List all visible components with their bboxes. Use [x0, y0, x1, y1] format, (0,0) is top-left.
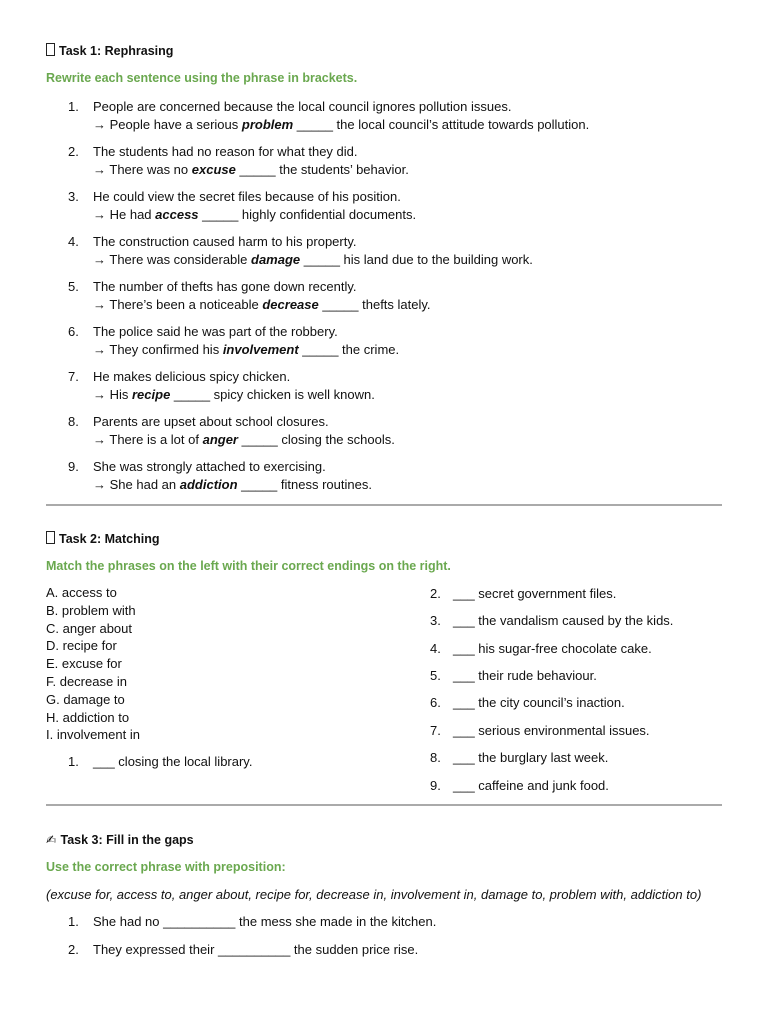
- rephrase-suffix: _____ spicy chicken is well known.: [170, 386, 375, 402]
- item-text: [93, 278, 431, 313]
- keyword: problem: [241, 116, 294, 132]
- ending-text: ___ their rude behaviour.: [453, 668, 597, 683]
- rephrase-suffix: _____ fitness routines.: [237, 476, 372, 492]
- task1-heading: Task 1: Rephrasing: [46, 43, 173, 58]
- section-divider: [46, 504, 722, 506]
- matching-phrase: E. excuse for: [46, 656, 122, 672]
- matching-phrase: B. problem with: [46, 602, 136, 618]
- matching-phrase: H. addiction to: [46, 709, 130, 725]
- item-text: [93, 323, 399, 358]
- task2-instruction: Match the phrases on the left with their correct endings on the right.: [46, 559, 451, 573]
- ending-text: ___ the city council’s inaction.: [453, 695, 625, 710]
- item-text: [93, 368, 375, 403]
- item-number: 9.: [430, 778, 441, 793]
- section-divider: [46, 804, 722, 806]
- task1-instruction: Rewrite each sentence using the phrase in brackets.: [46, 71, 358, 85]
- ending-text: ___ caffeine and junk food.: [453, 778, 609, 793]
- item-number: 7.: [430, 723, 441, 738]
- matching-phrase: C. anger about: [46, 620, 133, 636]
- item-text: [93, 233, 533, 268]
- matching-phrase: D. recipe for: [46, 638, 117, 654]
- item-number: 2.: [430, 586, 441, 601]
- item-number: 4.: [430, 641, 441, 656]
- rephrase-prefix: → He had: [93, 206, 156, 222]
- rephrase-suffix: _____ his land due to the building work.: [300, 251, 533, 267]
- rephrase-prefix: → His: [93, 386, 132, 402]
- keyword: excuse: [191, 161, 236, 177]
- item-text: [93, 188, 416, 223]
- keyword: addiction: [179, 476, 238, 492]
- keyword: access: [155, 206, 199, 222]
- rephrase-suffix: _____ the local council’s attitude towards pollution.: [293, 116, 590, 132]
- keyword: decrease: [262, 296, 319, 312]
- original-sentence: People are concerned because the local council ignores pollution issues.: [93, 99, 512, 114]
- rephrase-prefix: → There was no: [93, 161, 192, 177]
- ending-text: ___ his sugar-free chocolate cake.: [453, 641, 652, 656]
- rephrase-suffix: _____ the crime.: [298, 341, 400, 357]
- rephrase-suffix: _____ the students’ behavior.: [235, 161, 409, 177]
- keyword: involvement: [222, 341, 299, 357]
- original-sentence: The students had no reason for what they did.: [93, 144, 358, 159]
- item-text: [93, 98, 589, 133]
- original-sentence: He makes delicious spicy chicken.: [93, 369, 291, 384]
- keyword: recipe: [132, 386, 171, 402]
- rephrase-prefix: → They confirmed his: [93, 341, 223, 357]
- matching-left-column: [46, 584, 140, 744]
- ending-text: ___ secret government files.: [453, 586, 617, 601]
- keyword: anger: [202, 431, 238, 447]
- item-number: 7.: [68, 369, 79, 384]
- rephrase-suffix: _____ thefts lately.: [318, 296, 431, 312]
- item-number: 3.: [68, 189, 79, 204]
- item-text: [93, 458, 372, 493]
- rephrase-prefix: → She had an: [93, 476, 180, 492]
- task3-instruction: Use the correct phrase with preposition:: [46, 860, 286, 874]
- task2-heading: Task 2: Matching: [46, 531, 159, 546]
- item-text: [93, 143, 409, 178]
- original-sentence: She was strongly attached to exercising.: [93, 459, 326, 474]
- item-number: 3.: [430, 613, 441, 628]
- item-number: 5.: [68, 279, 79, 294]
- item-number: 6.: [68, 324, 79, 339]
- matching-phrase: A. access to: [46, 585, 117, 600]
- item-number: 1.: [68, 99, 79, 114]
- writing-hand-icon: ✍: [46, 833, 57, 847]
- item-text: [93, 413, 395, 448]
- rephrase-suffix: _____ highly confidential documents.: [198, 206, 417, 222]
- item-number: 4.: [68, 234, 79, 249]
- item-number: 8.: [430, 750, 441, 765]
- rephrase-prefix: → There was considerable: [93, 251, 252, 267]
- keyword: damage: [251, 251, 301, 267]
- task3-heading: ✍ Task 3: Fill in the gaps: [46, 833, 194, 847]
- matching-phrase: I. involvement in: [46, 727, 140, 743]
- rephrase-prefix: → There is a lot of: [93, 431, 203, 447]
- item-number: 9.: [68, 459, 79, 474]
- item-number: 2.: [68, 144, 79, 159]
- item-number: 6.: [430, 695, 441, 710]
- missing-glyph-icon: [46, 43, 55, 56]
- matching-phrase: F. decrease in: [46, 673, 127, 689]
- original-sentence: The construction caused harm to his property.: [93, 234, 357, 249]
- item-number: 5.: [430, 668, 441, 683]
- word-bank: (excuse for, access to, anger about, recipe for, decrease in, involvement in, damage to, problem with, addiction to): [46, 887, 702, 902]
- ending-text: ___ serious environmental issues.: [453, 723, 650, 738]
- original-sentence: He could view the secret files because of his position.: [93, 189, 401, 204]
- item-number: 8.: [68, 414, 79, 429]
- missing-glyph-icon: [46, 531, 55, 544]
- original-sentence: Parents are upset about school closures.: [93, 414, 329, 429]
- ending-text: ___ the vandalism caused by the kids.: [453, 613, 674, 628]
- original-sentence: The police said he was part of the robbery.: [93, 324, 338, 339]
- rephrase-suffix: _____ closing the schools.: [238, 431, 395, 447]
- matching-phrase: G. damage to: [46, 691, 125, 707]
- original-sentence: The number of thefts has gone down recently.: [93, 279, 357, 294]
- rephrase-prefix: → People have a serious: [93, 116, 242, 132]
- ending-text: ___ the burglary last week.: [453, 750, 609, 765]
- rephrase-prefix: → There’s been a noticeable: [93, 296, 263, 312]
